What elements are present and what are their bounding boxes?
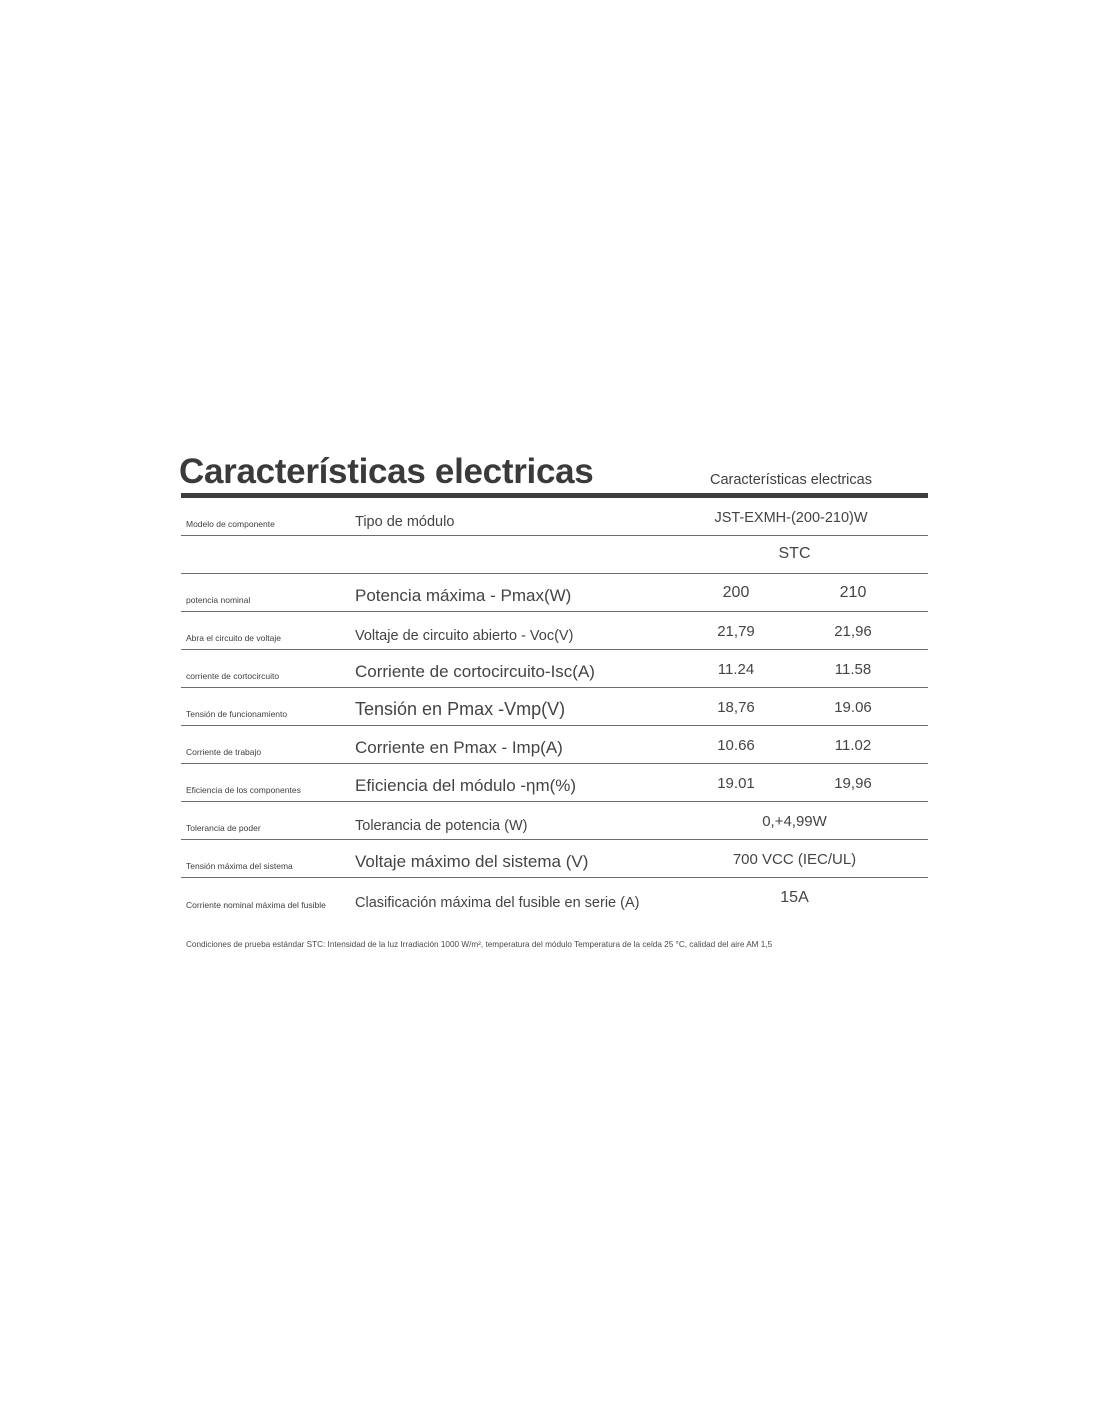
row-value-200w: 19.01 [717, 775, 755, 792]
row-label: Abra el circuito de voltaje [186, 633, 281, 643]
row-parameter: Tolerancia de potencia (W) [355, 818, 528, 834]
row-value-200w: 11.24 [717, 661, 755, 678]
stc-footnote: Condiciones de prueba estándar STC: Intensidad de la luz Irradiación 1000 W/m², temperatura del módulo Temperatura de la celda 25 °C, calidad del aire AM 1,5 [186, 940, 773, 949]
row-parameter: Tensión en Pmax -Vmp(V) [355, 699, 566, 719]
table-row-vmp [181, 688, 928, 726]
row-label: Modelo de componente [186, 519, 275, 529]
row-parameter: Corriente de cortocircuito-Isc(A) [355, 662, 595, 681]
table-row-stc [181, 536, 928, 574]
table-row-imp [181, 726, 928, 764]
table-row-voc [181, 612, 928, 650]
row-value-210w: 21,96 [834, 623, 872, 640]
row-parameter: Corriente en Pmax - Imp(A) [355, 738, 563, 757]
row-value: 15A [780, 889, 809, 906]
table-row-max-fuse-rating [181, 878, 928, 916]
row-value-200w: 200 [722, 584, 750, 601]
row-value: STC [778, 545, 811, 562]
table-row-efficiency [181, 764, 928, 802]
page-subtitle: Características electricas [710, 472, 872, 488]
row-label: Tolerancia de poder [186, 823, 261, 833]
page-title: Características electricas [179, 452, 594, 491]
row-parameter: Potencia máxima - Pmax(W) [355, 586, 572, 605]
table-row-model [181, 498, 928, 536]
row-label: Tensión de funcionamiento [186, 709, 288, 719]
row-value: 700 VCC (IEC/UL) [732, 851, 857, 868]
row-parameter: Clasificación máxima del fusible en serie (A) [355, 895, 640, 911]
row-value-200w: 21,79 [717, 623, 755, 640]
row-label: Corriente de trabajo [186, 747, 262, 757]
table-row-pmax [181, 574, 928, 612]
row-value: JST-EXMH-(200-210)W [714, 510, 868, 526]
row-value-210w: 19.06 [834, 699, 872, 716]
row-label: corriente de cortocircuito [186, 671, 280, 681]
row-value-200w: 18,76 [717, 699, 755, 716]
table-row-max-system-voltage [181, 840, 928, 878]
row-value-210w: 210 [839, 584, 867, 601]
row-label: Corriente nominal máxima del fusible [186, 900, 326, 910]
row-label: Tensión máxima del sistema [186, 861, 293, 871]
row-value-210w: 19,96 [834, 775, 872, 792]
row-value-210w: 11.58 [834, 661, 872, 678]
table-row-power-tolerance [181, 802, 928, 840]
row-parameter: Voltaje máximo del sistema (V) [355, 852, 589, 871]
row-label: potencia nominal [186, 595, 251, 605]
row-parameter: Tipo de módulo [355, 514, 455, 530]
row-parameter: Eficiencia del módulo -ηm(%) [355, 776, 577, 795]
row-parameter: Voltaje de circuito abierto - Voc(V) [355, 628, 574, 644]
row-label: Eficiencia de los componentes [186, 785, 301, 795]
row-value-210w: 11.02 [834, 737, 872, 754]
table-row-isc [181, 650, 928, 688]
row-value: 0,+4,99W [762, 813, 827, 830]
row-value-200w: 10.66 [717, 737, 755, 754]
spec-table [181, 498, 928, 916]
